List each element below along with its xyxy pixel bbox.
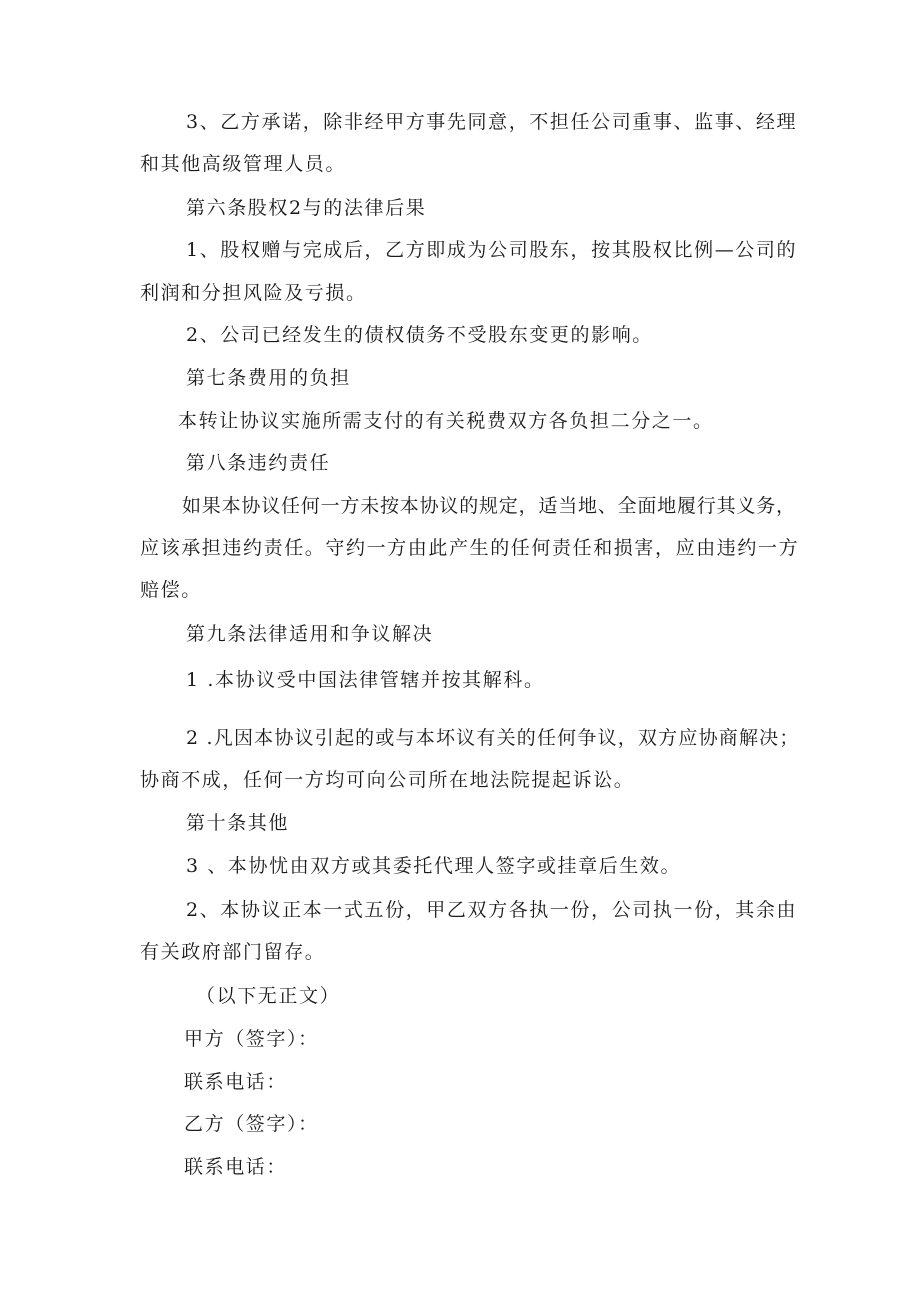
article6-heading: 第六条股权2与的法律后果 xyxy=(186,197,427,219)
clause6-1-line1: 1、股权赠与完成后，乙方即成为公司股东，按其股权比例—公司的 xyxy=(186,239,798,261)
clause5-3-line2: 和其他高级管理人员。 xyxy=(140,153,347,175)
clause6-1-line2: 利润和分担风险及亏损。 xyxy=(140,282,367,304)
end-note: （以下无正文） xyxy=(196,985,341,1007)
article8-text-line1: 如果本协议任何一方未按本协议的规定，适当地、全面地履行其义务， xyxy=(182,495,796,517)
clause5-3-line1: 3、乙方承诺，除非经甲方事先同意，不担任公司重事、监事、经理 xyxy=(186,111,798,133)
clause10-2-line2: 有关政府部门留存。 xyxy=(140,941,326,963)
article7-text: 本转让协议实施所需支付的有关税费双方各负担二分之一。 xyxy=(178,410,714,432)
article8-heading: 第八条违约责任 xyxy=(186,452,331,474)
clause10-2-line1: 2、本协议正本一式五份，甲乙双方各执一份，公司执一份，其余由 xyxy=(186,899,798,921)
clause9-2-line1: 2 .凡因本协议引起的或与本坏议有关的任何争议，双方应协商解决； xyxy=(186,727,800,749)
clause9-2-line2: 协商不成，任何一方均可向公司所在地法院提起诉讼。 xyxy=(140,769,635,791)
party-a-signature-label: 甲方（签字）： xyxy=(184,1028,319,1050)
clause9-1: 1 .本协议受中国法律管辖并按其解科。 xyxy=(186,669,545,691)
clause6-2: 2、公司已经发生的债权债务不受股东变更的影响。 xyxy=(186,324,653,346)
party-a-phone-label: 联系电话： xyxy=(184,1071,288,1093)
party-b-signature-label: 乙方（签字）： xyxy=(184,1113,319,1135)
party-b-phone-label: 联系电话： xyxy=(184,1156,288,1178)
article10-heading: 第十条其他 xyxy=(186,812,290,834)
article9-heading: 第九条法律适用和争议解决 xyxy=(186,623,434,645)
article8-text-line2: 应该承担违约责任。守约一方由此产生的任何责任和损害，应由违约一方 xyxy=(140,537,800,559)
clause10-1: 3 、本协忧由双方或其委托代理人签字或挂章后生效。 xyxy=(186,855,682,877)
article7-heading: 第七条费用的负担 xyxy=(186,367,351,389)
article8-text-line3: 赔偿。 xyxy=(140,579,202,601)
